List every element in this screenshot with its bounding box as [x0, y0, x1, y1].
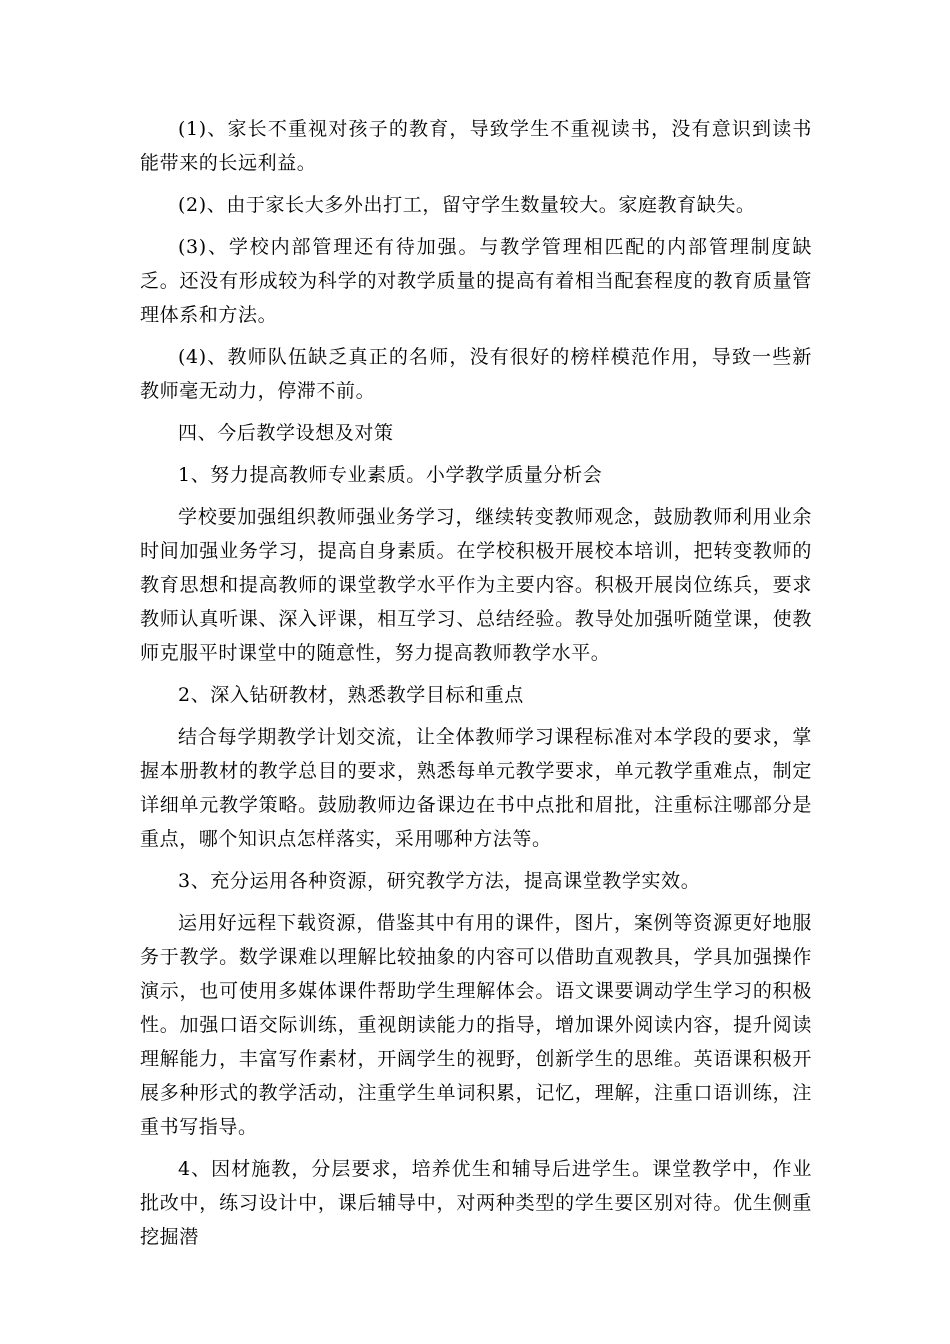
paragraph-resources: 运用好远程下载资源，借鉴其中有用的课件，图片，案例等资源更好地服务于教学。数学课难以理解比较抽象的内容可以借助直观教具，学具加强操作演示，也可使用多媒体课件帮助学生理解体会。语文课要调动学生学习的积极性。加强口语交际训练，重视朗读能力的指导，增加课外阅读内容，提升阅读理解能力，丰富写作素材，开阔学生的视野，创新学生的思维。英语课积极开展多种形式的教学活动，注重学生单词积累，记忆，理解，注重口语训练，注重书写指导。 — [140, 912, 812, 1138]
document-body — [140, 112, 812, 1262]
paragraph-reason-2: (2)、由于家长大多外出打工，留守学生数量较大。家庭教育缺失。 — [178, 194, 756, 216]
subheading-3: 3、充分运用各种资源，研究教学方法，提高课堂教学实效。 — [178, 870, 701, 892]
paragraph-differentiated-teaching: 4、因材施教，分层要求，培养优生和辅导后进学生。课堂教学中，作业批改中，练习设计中，课后辅导中，对两种类型的学生要区别对待。优生侧重挖掘潜 — [140, 1158, 812, 1248]
paragraph-reason-3: (3)、学校内部管理还有待加强。与教学管理相匹配的内部管理制度缺乏。还没有形成较为科学的对教学质量的提高有着相当配套程度的教育质量管理体系和方法。 — [140, 236, 812, 326]
paragraph-textbook-study: 结合每学期教学计划交流，让全体教师学习课程标准对本学段的要求，掌握本册教材的教学总目的要求，熟悉每单元教学要求，单元教学重难点，制定详细单元教学策略。鼓励教师边备课边在书中点批和眉批，注重标注哪部分是重点，哪个知识点怎样落实，采用哪种方法等。 — [140, 726, 812, 850]
subheading-2: 2、深入钻研教材，熟悉教学目标和重点 — [178, 684, 524, 706]
section-heading-4: 四、今后教学设想及对策 — [178, 422, 394, 444]
paragraph-reason-4: (4)、教师队伍缺乏真正的名师，没有很好的榜样模范作用，导致一些新教师毫无动力，停滞不前。 — [140, 346, 812, 402]
subheading-1: 1、努力提高教师专业素质。小学教学质量分析会 — [178, 464, 603, 486]
paragraph-reason-1: (1)、家长不重视对孩子的教育，导致学生不重视读书，没有意识到读书能带来的长远利益。 — [140, 118, 812, 174]
paragraph-teacher-quality: 学校要加强组织教师强业务学习，继续转变教师观念，鼓励教师利用业余时间加强业务学习，提高自身素质。在学校积极开展校本培训，把转变教师的教育思想和提高教师的课堂教学水平作为主要内容。积极开展岗位练兵，要求教师认真听课、深入评课，相互学习、总结经验。教导处加强听随堂课，使教师克服平时课堂中的随意性，努力提高教师教学水平。 — [140, 506, 812, 664]
